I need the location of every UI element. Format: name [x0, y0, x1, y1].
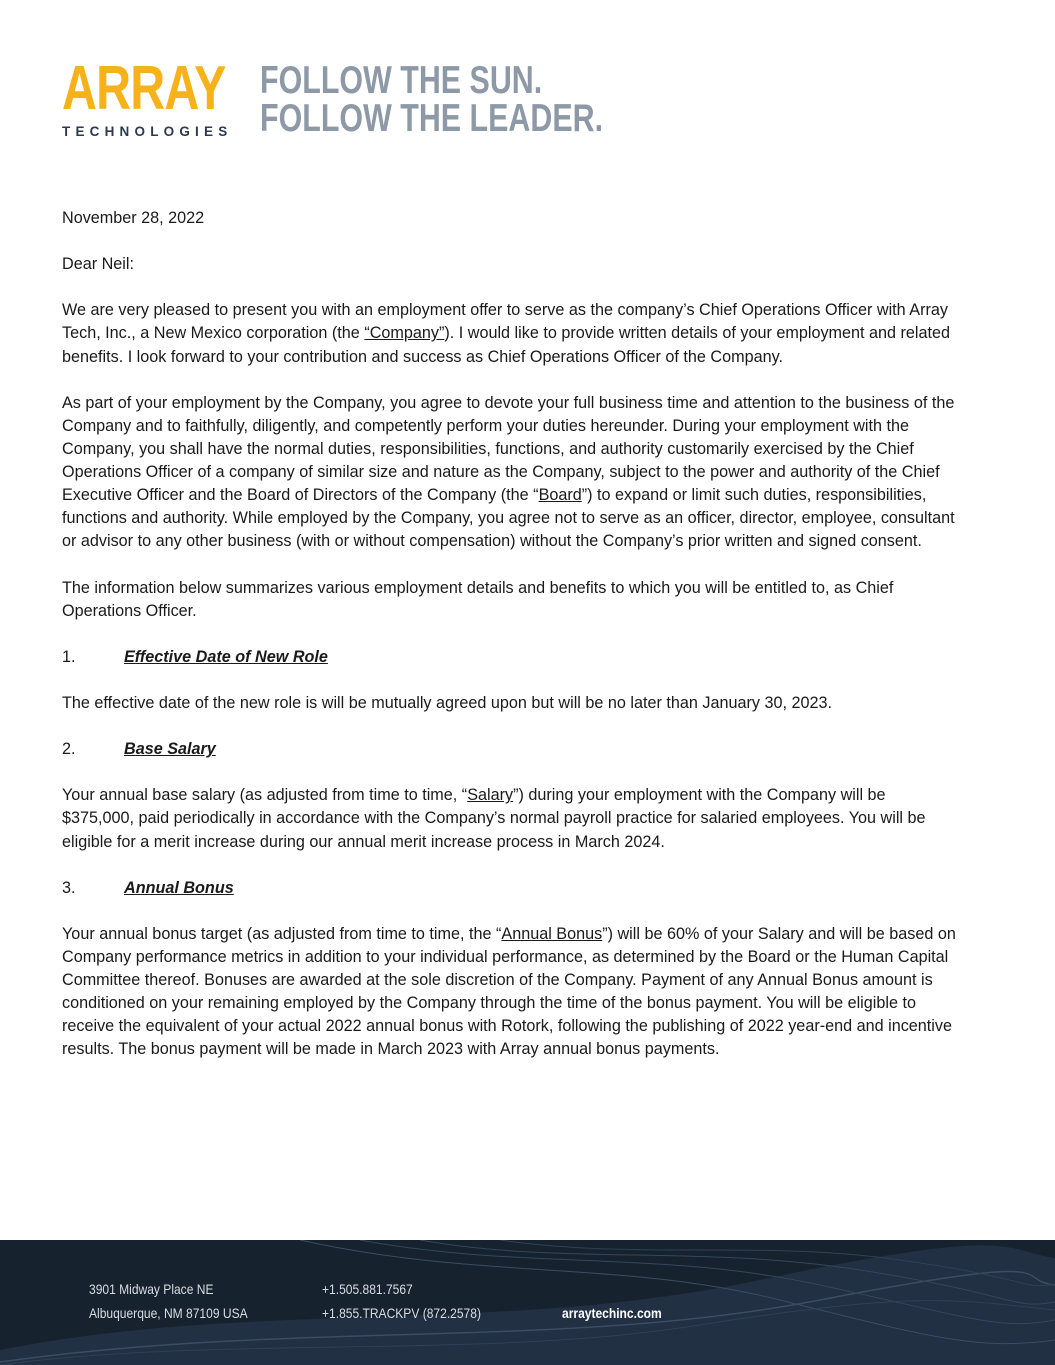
- footer-address-line-2: Albuquerque, NM 87109 USA: [89, 1305, 248, 1321]
- letter-date: November 28, 2022: [62, 209, 205, 227]
- paragraph-base-salary: Your annual base salary (as adjusted from time to time, “Salary”) during your employment with the Company will be $375,000, paid periodically in accordance with the Company’s normal payroll practice for salaried employees. You will be eligible for a merit increase during our annual merit increase process in March 2024.: [62, 786, 926, 851]
- paragraph-duties: As part of your employment by the Company, you agree to devote your full business time and attention to the business of the Company and to faithfully, diligently, and competently perform your duties hereunder. During your employment with the Company, you shall have the normal duties, responsibilities, functions, and authority customarily exercised by the Chief Operations Officer of a company of similar size and nature as the Company, subject to the power and authority of the Chief Executive Officer and the Board of Directors of the Company (the “Board”) to expand or limit such duties, responsibilities, functions and authority. While employed by the Company, you agree not to serve as an officer, director, employee, consultant or advisor to any other business (with or without compensation) without the Company’s prior written and signed consent.: [62, 393, 955, 551]
- defined-term-company: “Company”: [364, 324, 445, 343]
- section-number: 3.: [62, 878, 76, 897]
- tagline-line-1: FOLLOW THE SUN.: [260, 59, 543, 102]
- paragraph-annual-bonus: Your annual bonus target (as adjusted from time to time, the “Annual Bonus”) will be 60% of your Salary and will be based on Company performance metrics in addition to your individual performance, as determined by the Board or the Human Capital Committee thereof. Bonuses are awarded at the sole discretion of the Company. Payment of any Annual Bonus amount is conditioned on your remaining employed by the Company through the time of the bonus payment. You will be eligible to receive the equivalent of your actual 2022 annual bonus with Rotork, following the publishing of 2022 year-end and incentive results. The bonus payment will be made in March 2023 with Array annual bonus payments.: [62, 924, 956, 1059]
- paragraph-summary: The information below summarizes various employment details and benefits to which you will be entitled to, as Chief Operations Officer.: [62, 578, 894, 620]
- section-heading-base-salary: [62, 738, 962, 761]
- section-number: 2.: [62, 740, 76, 759]
- footer-phones: [322, 1277, 481, 1325]
- footer-website-link[interactable]: arraytechinc.com: [562, 1305, 662, 1321]
- letterhead-footer: [0, 1240, 1055, 1365]
- logo-wordmark: ARRAY: [62, 54, 226, 123]
- section-heading-annual-bonus: [62, 877, 962, 900]
- defined-term-salary: Salary: [467, 786, 514, 805]
- paragraph-effective-date: The effective date of the new role is will be mutually agreed upon but will be no later than January 30, 2023.: [62, 693, 832, 712]
- paragraph-offer: We are very pleased to present you with an employment offer to serve as the company’s Chief Operations Officer with Array Tech, Inc., a New Mexico corporation (the “Company”). I would like to provide written details of your employment and related benefits. I look forward to your contribution and success as Chief Operations Officer of the Company.: [62, 301, 951, 366]
- section-number: 1.: [62, 647, 76, 666]
- tagline: [260, 59, 604, 140]
- footer-address-line-1: 3901 Midway Place NE: [89, 1281, 214, 1297]
- footer-phone-1[interactable]: +1.505.881.7567: [322, 1281, 413, 1297]
- footer-address: [89, 1277, 248, 1325]
- tagline-line-2: FOLLOW THE LEADER.: [260, 97, 604, 140]
- section-title: Annual Bonus: [124, 878, 234, 897]
- logo-subtitle: TECHNOLOGIES: [62, 124, 233, 139]
- footer-phone-2[interactable]: +1.855.TRACKPV (872.2578): [322, 1305, 481, 1321]
- company-logo: [62, 54, 272, 139]
- defined-term-annual-bonus: Annual Bonus: [501, 924, 603, 943]
- salutation: Dear Neil:: [62, 255, 134, 274]
- letter-body: [62, 207, 962, 1085]
- section-title: Effective Date of New Role: [124, 647, 328, 666]
- section-title: Base Salary: [124, 740, 216, 759]
- defined-term-board: Board: [538, 486, 582, 505]
- section-heading-effective-date: [62, 646, 962, 669]
